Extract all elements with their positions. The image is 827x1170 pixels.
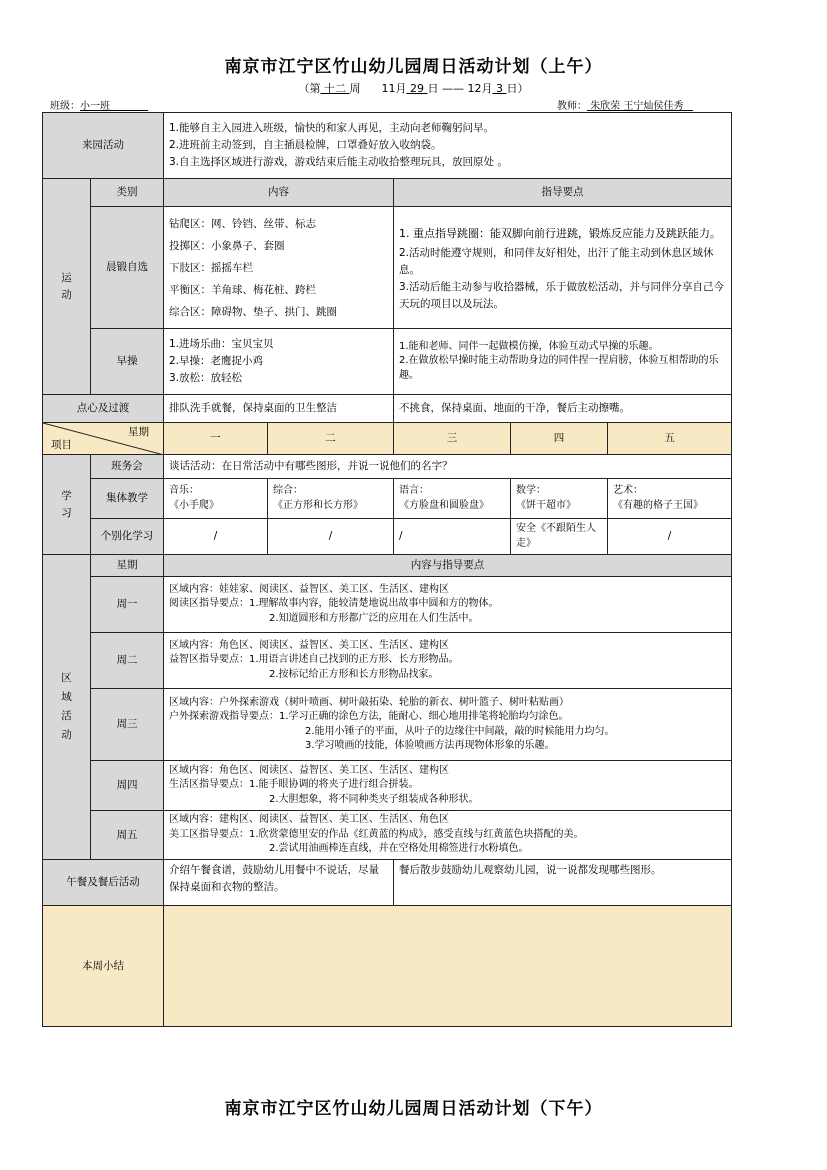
area-thu-line-3: 2.大胆想象，将不同种类夹子组装成各种形状。 — [269, 793, 479, 805]
morning-guide-1: 1. 重点指导跳圈：能双脚向前行进跳，锻炼反应能力及跳跃能力。 — [399, 226, 721, 240]
sport-label-1: 运 — [61, 271, 72, 284]
area-wed-line-1: 区域内容：户外探索游戏（树叶喷画、树叶敲拓染、轮胎的新衣、树叶篮子、树叶粘贴画） — [169, 696, 569, 708]
area-tue-line-2: 益智区指导要点：1.用语言讲述自己找到的正方形、长方形物品。 — [169, 654, 459, 666]
class-meeting-row — [43, 455, 732, 479]
day-header-2: 二 — [268, 423, 394, 455]
month-char-2: 月 — [481, 82, 493, 95]
area-thu-content — [164, 761, 732, 811]
morning-guide-3: 3.活动后能主动参与收拾器械，乐于做放松活动，并与同伴分享自己今天玩的项目以及玩法。 — [399, 280, 725, 310]
group-fri-subject: 艺术： — [613, 485, 643, 496]
area-header-row — [43, 555, 732, 577]
area-fri-line-2: 美工区指导要点：1.欣赏蒙德里安的作品《红黄蓝的构成》，感受直线与红黄蓝色块搭配的美。 — [169, 828, 584, 840]
morning-content-1: 钻爬区：网、铃铛、丝带、标志 — [169, 217, 316, 230]
corner-weekday-label: 星期 — [128, 426, 149, 438]
lunch-left: 介绍午餐食谱，鼓励幼儿用餐中不说话，尽量保持桌面和衣物的整洁。 — [164, 860, 394, 906]
area-thu-line-2: 生活区指导要点：1.能手眼协调的将夹子进行组合拼装。 — [169, 779, 419, 791]
end-day — [492, 82, 506, 95]
group-teaching-row — [43, 479, 732, 519]
group-teaching-mon — [164, 479, 268, 519]
date-dash: —— — [441, 82, 464, 95]
week-number — [321, 82, 350, 95]
sport-label — [43, 179, 91, 395]
exercise-row — [43, 329, 732, 395]
plan-table — [42, 112, 732, 1027]
exercise-content-2: 2.早操：老鹰捉小鸡 — [169, 355, 264, 367]
area-tue-content — [164, 633, 732, 689]
individual-row — [43, 519, 732, 555]
snack-guide: 不挑食，保持桌面、地面的干净，餐后主动擦嘴。 — [394, 395, 732, 423]
area-mon-content — [164, 577, 732, 633]
area-wed-line-3: 2.能用小锤子的平面，从叶子的边缘往中间敲，敲的时候能用力均匀。 — [305, 725, 615, 737]
individual-thu: 安全《不跟陌生人走》 — [511, 519, 608, 555]
week-label: 周 — [349, 82, 361, 95]
week-close: 日） — [506, 82, 529, 95]
days-header-row — [43, 423, 732, 455]
area-tue-line-3: 2.按标记给正方形和长方形物品找家。 — [269, 668, 439, 680]
arrival-line-1: 1.能够自主入园进入班级，愉快的和家人再见，主动向老师鞠躬问早。 — [169, 122, 495, 134]
group-wed-topic: 《方脸盘和圆脸盘》 — [399, 499, 489, 511]
exercise-label: 早操 — [91, 329, 164, 395]
teacher-label: 教师： — [557, 101, 587, 112]
snack-content: 排队洗手就餐，保持桌面的卫生整洁 — [164, 395, 394, 423]
group-mon-topic: 《小手爬》 — [169, 499, 219, 511]
exercise-content-3: 3.放松：放轻松 — [169, 372, 243, 384]
end-month: 12 — [467, 82, 482, 95]
morning-content-4: 平衡区：羊角球、梅花桩、跨栏 — [169, 283, 316, 296]
lunch-right: 餐后散步鼓励幼儿观察幼儿园，说一说都发现哪些图形。 — [394, 860, 732, 906]
learning-label — [43, 455, 91, 555]
area-fri-line-1: 区域内容：建构区、阅读区、益智区、美工区、生活区、角色区 — [169, 814, 449, 826]
snack-label: 点心及过渡 — [43, 395, 164, 423]
arrival-line-3: 3.自主选择区域进行游戏，游戏结束后能主动收拾整理玩具，放回原处 。 — [169, 156, 508, 168]
area-label-1: 区 — [61, 672, 72, 684]
teacher-value-text: 朱欣荣 王宁灿侯佳秀 — [590, 101, 684, 112]
group-teaching-wed — [394, 479, 511, 519]
exercise-content — [164, 329, 394, 395]
lunch-label: 午餐及餐后活动 — [43, 860, 164, 906]
area-label — [43, 555, 91, 860]
sport-col-type: 类别 — [91, 179, 164, 207]
weekday-item-corner — [43, 423, 164, 455]
morning-content-5: 综合区：障碍物、垫子、拱门、跳圈 — [169, 305, 337, 318]
week-open: （第 — [298, 82, 321, 95]
summary-label: 本周小结 — [43, 906, 164, 1027]
class-meeting-label: 班务会 — [91, 455, 164, 479]
week-range — [0, 80, 827, 96]
morning-row — [43, 207, 732, 329]
area-fri-label: 周五 — [91, 811, 164, 860]
class-info — [50, 97, 148, 112]
group-tue-topic: 《正方形和长方形》 — [273, 499, 363, 511]
area-mon-line-3: 2.知道圆形和方形都广泛的应用在人们生活中。 — [269, 612, 479, 624]
individual-label: 个别化学习 — [91, 519, 164, 555]
group-tue-subject: 综合： — [273, 485, 303, 496]
arrival-row — [43, 113, 732, 179]
group-wed-subject: 语言： — [399, 485, 429, 496]
area-col-label: 内容与指导要点 — [164, 555, 732, 577]
group-thu-topic: 《饼干超市》 — [516, 499, 576, 511]
area-fri-line-3: 2.尝试用油画棒连直线，并在空格处用棉签进行水粉填色。 — [269, 843, 529, 855]
start-day-text: 29 — [409, 82, 424, 95]
arrival-content — [164, 113, 732, 179]
day-header-5: 五 — [608, 423, 732, 455]
area-mon-line-2: 阅读区指导要点：1.理解故事内容，能较清楚地说出故事中圆和方的物体。 — [169, 598, 499, 610]
area-thu-row — [43, 761, 732, 811]
start-day — [406, 82, 427, 95]
day-char-1: 日 — [427, 82, 439, 95]
lunch-row — [43, 860, 732, 906]
area-fri-content — [164, 811, 732, 860]
day-header-1: 一 — [164, 423, 268, 455]
end-day-text: 3 — [495, 82, 503, 95]
group-mon-subject: 音乐： — [169, 485, 199, 496]
area-mon-line-1: 区域内容：娃娃家、阅读区、益智区、美工区、生活区、建构区 — [169, 583, 449, 595]
class-value — [80, 101, 148, 112]
individual-wed: / — [394, 519, 511, 555]
start-month: 11 — [381, 82, 396, 95]
group-thu-subject: 数学： — [516, 485, 546, 496]
sport-col-guide: 指导要点 — [394, 179, 732, 207]
area-label-4: 动 — [61, 729, 72, 741]
arrival-label: 来园活动 — [43, 113, 164, 179]
area-wed-content — [164, 689, 732, 761]
area-tue-row — [43, 633, 732, 689]
sport-col-content: 内容 — [164, 179, 394, 207]
area-mon-label: 周一 — [91, 577, 164, 633]
area-label-3: 活 — [61, 710, 72, 722]
page-title-am: 南京市江宁区竹山幼儿园周日活动计划（上午） — [224, 57, 603, 77]
group-teaching-tue — [268, 479, 394, 519]
exercise-guide — [394, 329, 732, 395]
area-fri-row — [43, 811, 732, 860]
week-no-text: 十二 — [324, 82, 346, 95]
arrival-line-2: 2.进班前主动签到，自主插晨检牌，口罩叠好放入收纳袋。 — [169, 139, 442, 151]
morning-guide — [394, 207, 732, 329]
teacher-value — [587, 101, 693, 112]
area-mon-row — [43, 577, 732, 633]
area-wed-line-2: 户外探索游戏指导要点：1.学习正确的涂色方法，能耐心、细心地用排笔将轮胎均匀涂色。 — [169, 711, 569, 722]
morning-label: 晨锻自选 — [91, 207, 164, 329]
area-thu-line-1: 区域内容：角色区、阅读区、益智区、美工区、生活区、建构区 — [169, 764, 449, 776]
teacher-info — [557, 97, 693, 112]
morning-guide-2: 2.活动时能遵守规则，和同伴友好相处，出汗了能主动到休息区域休息。 — [399, 246, 714, 276]
group-teaching-label: 集体教学 — [91, 479, 164, 519]
group-teaching-thu — [511, 479, 608, 519]
morning-content — [164, 207, 394, 329]
learning-label-1: 学 — [61, 489, 72, 502]
class-value-text: 小一班 — [80, 101, 110, 112]
class-label: 班级： — [50, 101, 80, 112]
summary-row — [43, 906, 732, 1027]
exercise-content-1: 1.进场乐曲：宝贝宝贝 — [169, 338, 274, 350]
individual-tue: / — [268, 519, 394, 555]
day-header-4: 四 — [511, 423, 608, 455]
area-thu-label: 周四 — [91, 761, 164, 811]
snack-row — [43, 395, 732, 423]
month-char-1: 月 — [395, 82, 407, 95]
area-wed-label: 周三 — [91, 689, 164, 761]
corner-item-label: 项目 — [51, 439, 72, 451]
morning-content-2: 投掷区：小象鼻子、套圈 — [169, 239, 285, 252]
class-meeting-content: 谈话活动：在日常活动中有哪些图形，并说一说他们的名字？ — [164, 455, 732, 479]
day-header-3: 三 — [394, 423, 511, 455]
area-tue-line-1: 区域内容：角色区、阅读区、益智区、美工区、生活区、建构区 — [169, 639, 449, 651]
area-weekday-label: 星期 — [91, 555, 164, 577]
area-wed-row — [43, 689, 732, 761]
group-teaching-fri — [608, 479, 732, 519]
sport-label-2: 动 — [61, 288, 72, 301]
exercise-guide-1: 1.能和老师、同伴一起做模仿操，体验互动式早操的乐趣。 — [399, 340, 659, 352]
area-wed-line-4: 3.学习喷画的技能，体验喷画方法再现物体形象的乐趣。 — [305, 740, 555, 751]
group-fri-topic: 《有趣的格子王国》 — [613, 499, 703, 511]
morning-content-3: 下肢区：摇摇车栏 — [169, 261, 253, 274]
individual-fri: / — [608, 519, 732, 555]
individual-mon: / — [164, 519, 268, 555]
sport-header-row — [43, 179, 732, 207]
learning-label-2: 习 — [61, 506, 72, 519]
summary-content — [164, 906, 732, 1027]
exercise-guide-2: 2.在做放松早操时能主动帮助身边的同伴捏一捏肩膀，体验互相帮助的乐趣。 — [399, 355, 719, 381]
area-label-2: 域 — [61, 691, 72, 703]
area-tue-label: 周二 — [91, 633, 164, 689]
page-title-pm: 南京市江宁区竹山幼儿园周日活动计划（下午） — [224, 1099, 603, 1119]
